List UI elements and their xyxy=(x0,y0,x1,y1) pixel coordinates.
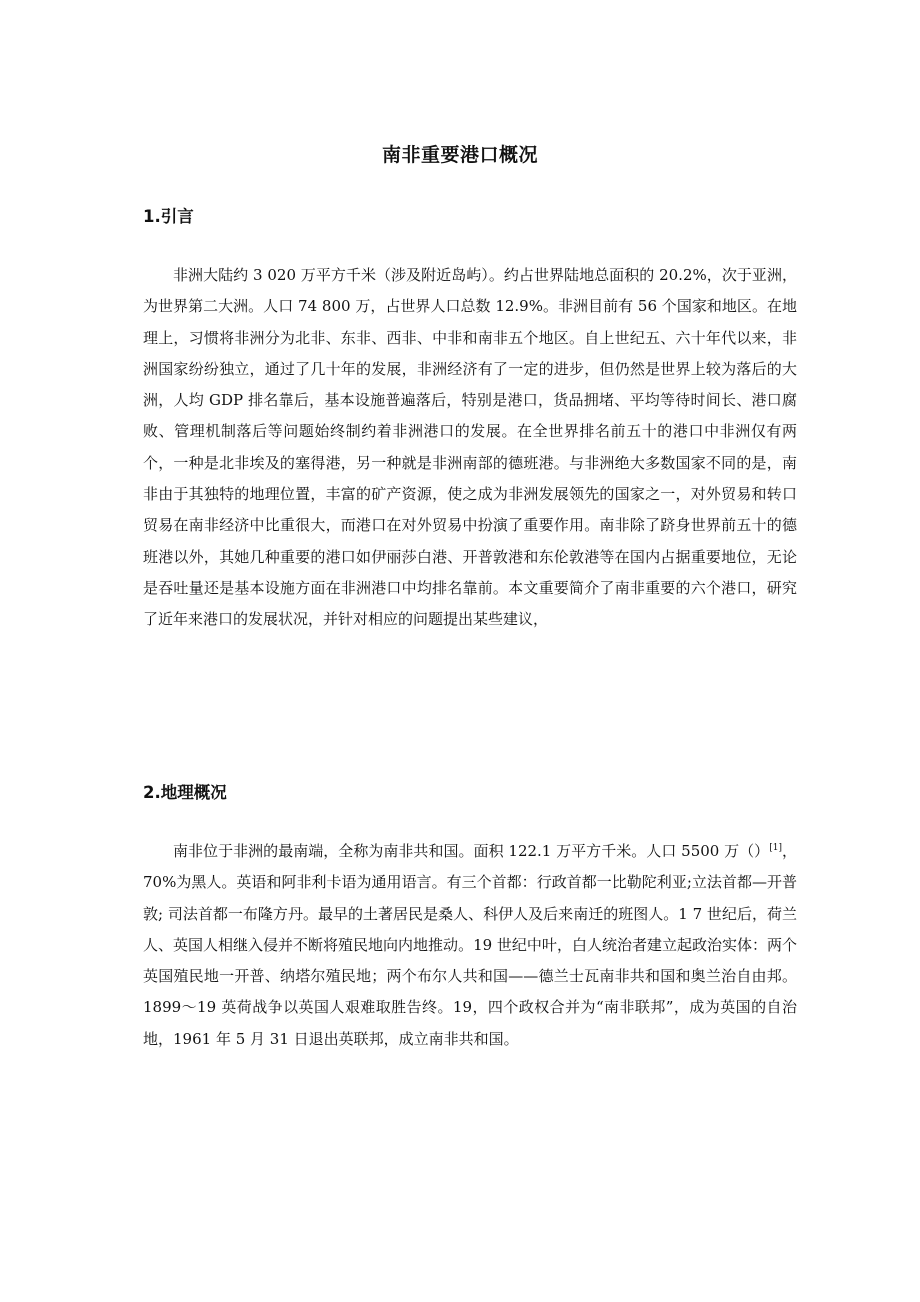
section-paragraph-geography xyxy=(143,836,797,1055)
paragraph-text-part-2: ，70%为黑人。英语和阿非利卡语为通用语言。有三个首都：行政首都一比勒陀利亚;立法首都—开普敦; 司法首都一布隆方丹。最早的土著居民是桑人、科伊人及后来南迁的班图人。1 7 世纪后，荷兰人、英国人相继入侵并不断将殖民地向内地推动。19 世纪中叶，白人统治者建立起政治实体：两个英国殖民地一开普、纳塔尔殖民地；两个布尔人共和国——德兰士瓦南非共和国和奥兰治自由邦。1899～19 英荷战争以英国人艰难取胜告终。19，四个政权合并为“南非联邦”，成为英国的自治地，1961 年 5 月 31 日退出英联邦，成立南非共和国。 xyxy=(143,842,797,1048)
paragraph-text-part-1: 南非位于非洲的最南端，全称为南非共和国。面积 122.1 万平方千米。人口 5500 万（） xyxy=(173,842,770,860)
section-heading-geography: 2.地理概况 xyxy=(143,783,227,802)
document-title: 南非重要港口概况 xyxy=(381,144,538,166)
section-heading-introduction: 1.引言 xyxy=(143,207,194,226)
footnote-reference[interactable]: [1] xyxy=(769,843,782,853)
section-paragraph-introduction: 非洲大陆约 3 020 万平方千米（涉及附近岛屿）。约占世界陆地总面积的 20.2%，次于亚洲，为世界第二大洲。人口 74 800 万，占世界人口总数 12.9%。非洲目前有 56 个国家和地区。在地理上，习惯将非洲分为北非、东非、西非、中非和南非五个地区。自上世纪五、六十年代以来，非洲国家纷纷独立，通过了几十年的发展，非洲经济有了一定的进步，但仍然是世界上较为落后的大洲，人均 GDP 排名靠后，基本设施普遍落后，特别是港口，货品拥堵、平均等待时间长、港口腐败、管理机制落后等问题始终制约着非洲港口的发展。在全世界排名前五十的港口中非洲仅有两个，一种是北非埃及的塞得港，另一种就是非洲南部的德班港。与非洲绝大多数国家不同的是，南非由于其独特的地理位置，丰富的矿产资源，使之成为非洲发展领先的国家之一，对外贸易和转口贸易在南非经济中比重很大，而港口在对外贸易中扮演了重要作用。南非除了跻身世界前五十的德班港以外，其她几种重要的港口如伊丽莎白港、开普敦港和东伦敦港等在国内占据重要地位，无论是吞吐量还是基本设施方面在非洲港口中均排名靠前。本文重要简介了南非重要的六个港口，研究了近年来港口的发展状况，并针对相应的问题提出某些建议， xyxy=(143,266,797,629)
